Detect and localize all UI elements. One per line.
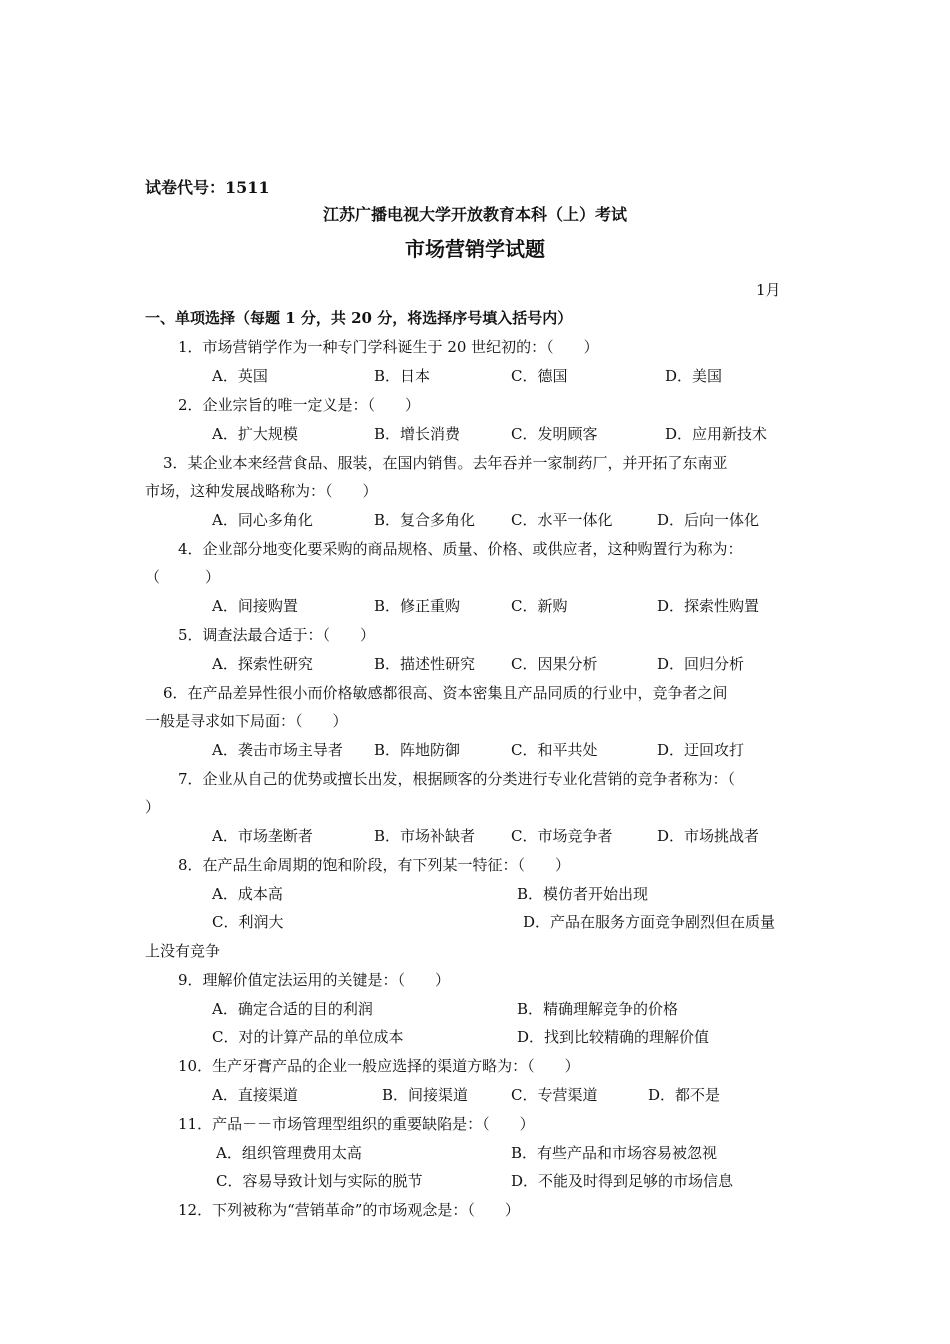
option: D．都不是 [648,1086,721,1104]
question-stem-continued: 市场，这种发展战略称为：（ ） [145,482,378,500]
option: B．复合多角化 [374,511,476,529]
option: D．应用新技术 [665,425,768,443]
option: C．德国 [511,367,568,385]
institution-title: 江苏广播电视大学开放教育本科（上）考试 [322,205,627,224]
option: B．阵地防御 [374,741,461,759]
option: A．袭击市场主导者 [212,741,343,759]
option: B．精确理解竞争的价格 [517,1000,679,1018]
option: C．对的计算产品的单位成本 [212,1028,404,1046]
option: D．探索性购置 [657,597,760,615]
question-stem: 1．市场营销学作为一种专门学科诞生于 20 世纪初的：（ ） [178,338,599,356]
option: B．修正重购 [374,597,461,615]
question-stem: 12．下列被称为“营销革命”的市场观念是：（ ） [178,1201,520,1219]
question-stem: 10．生产牙膏产品的企业一般应选择的渠道方略为：（ ） [178,1057,580,1075]
question-stem: 3．某企业本来经营食品、服装，在国内销售。去年吞并一家制药厂，并开拓了东南亚 [163,454,728,472]
question-stem: 5．调查法最合适于：（ ） [178,626,376,644]
option: B．市场补缺者 [374,827,476,845]
question-stem: 8．在产品生命周期的饱和阶段，有下列某一特征：（ ） [178,856,571,874]
option: C．新购 [511,597,568,615]
option: A．成本高 [212,885,283,903]
option: B．日本 [374,367,431,385]
option: D．回归分析 [657,655,745,673]
option: A．确定合适的目的利润 [212,1000,373,1018]
option: C．容易导致计划与实际的脱节 [216,1172,423,1190]
question-stem: 11．产品－－市场管理型组织的重要缺陷是：（ ） [178,1115,535,1133]
option-continued: 上没有竞争 [145,942,221,960]
question-stem-continued: ） [145,798,161,816]
option: C．因果分析 [511,655,598,673]
option: A．扩大规模 [212,425,298,443]
option: B．增长消费 [374,425,461,443]
option: C．专营渠道 [511,1086,598,1104]
question-stem: 7．企业从自己的优势或擅长出发，根据顾客的分类进行专业化营销的竞争者称为：（ [178,770,736,788]
option: B．有些产品和市场容易被忽视 [511,1144,718,1162]
option: A．同心多角化 [212,511,313,529]
option: D．美国 [665,367,723,385]
option: A．间接购置 [212,597,298,615]
option: C．和平共处 [511,741,598,759]
question-stem: 2．企业宗旨的唯一定义是：（ ） [178,396,421,414]
option: D．找到比较精确的理解价值 [517,1028,710,1046]
option: C．市场竞争者 [511,827,613,845]
option: B．模仿者开始出现 [517,885,649,903]
option: B．描述性研究 [374,655,476,673]
option: D．产品在服务方面竞争剧烈但在质量 [523,913,776,931]
paper-code: 试卷代号：1511 [145,178,270,197]
option: D．不能及时得到足够的市场信息 [511,1172,734,1190]
option: A．英国 [212,367,268,385]
option: A．探索性研究 [212,655,313,673]
option: D．市场挑战者 [657,827,760,845]
option: D．后向一体化 [657,511,760,529]
option: C．利润大 [212,913,284,931]
option: C．发明顾客 [511,425,598,443]
option: A．直接渠道 [212,1086,298,1104]
question-stem-continued: （ ） [145,568,221,586]
option: C．水平一体化 [511,511,613,529]
option: A．市场垄断者 [212,827,313,845]
question-stem: 6．在产品差异性很小而价格敏感都很高、资本密集且产品同质的行业中，竞争者之间 [163,684,728,702]
question-stem: 9．理解价值定法运用的关键是：（ ） [178,971,451,989]
question-stem-continued: 一般是寻求如下局面：（ ） [145,712,348,730]
option: D．迂回攻打 [657,741,745,759]
option: A．组织管理费用太高 [216,1144,362,1162]
option: B．间接渠道 [382,1086,469,1104]
exam-month: 1月 [756,281,781,299]
question-stem: 4．企业部分地变化要采购的商品规格、质量、价格、或供应者，这种购置行为称为： [178,540,743,558]
exam-title: 市场营销学试题 [405,237,545,261]
section-heading: 一、单项选择（每题 1 分，共 20 分，将选择序号填入括号内） [145,309,573,327]
